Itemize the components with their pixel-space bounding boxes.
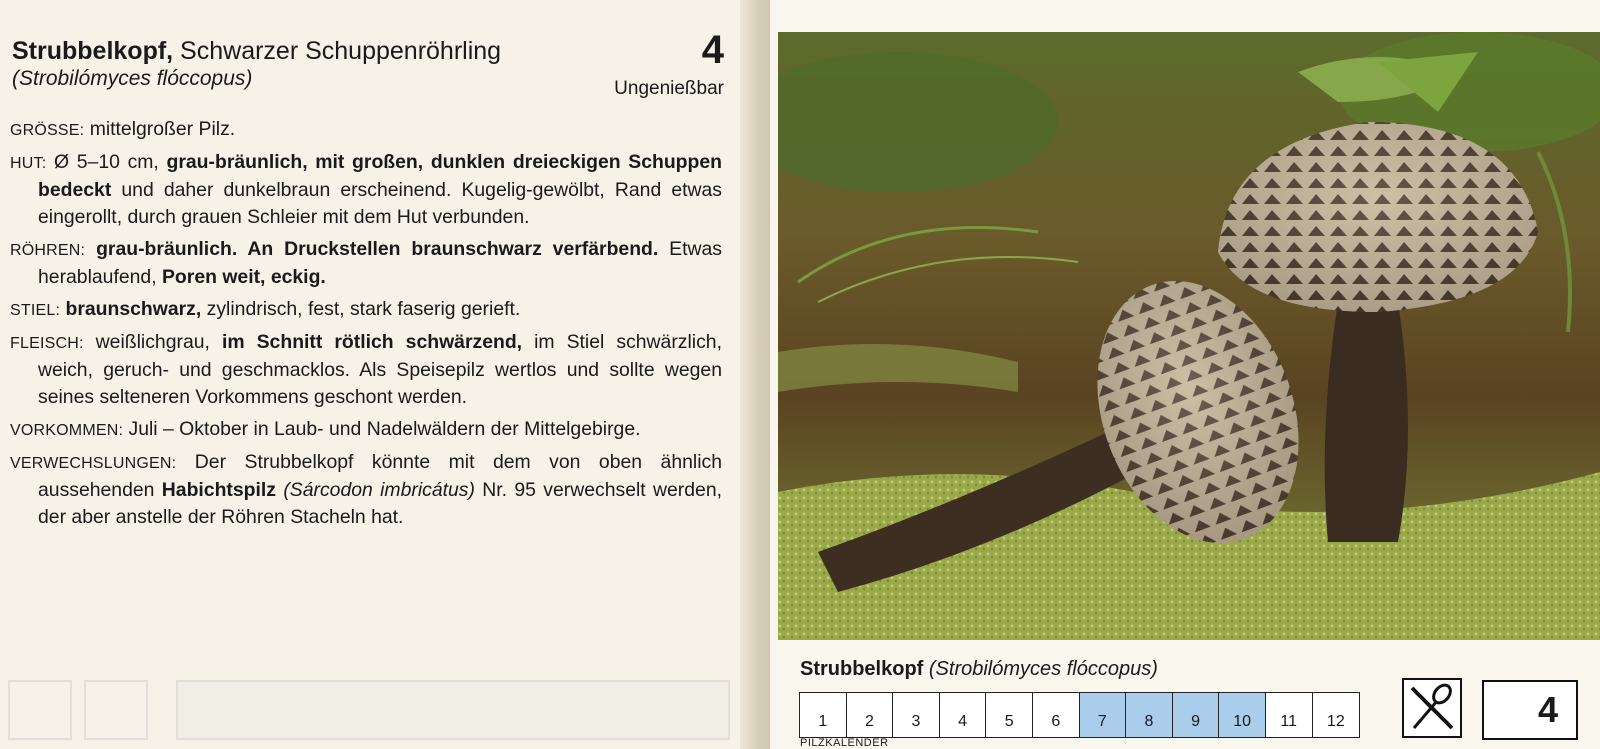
entry-stiel: [10, 296, 722, 324]
text-hut-2: und daher dunkelbraun erscheinend. Kugelig-gewölbt, Rand etwas eingerollt, durch grauen Schleier mit dem Hut verbunden.: [38, 179, 722, 228]
mushroom-calendar: [799, 692, 1360, 738]
entry-fleisch: [10, 329, 722, 411]
text-groesse: mittelgroßer Pilz.: [84, 118, 236, 140]
calendar-month-10: 10: [1219, 693, 1266, 737]
calendar-label: PILZKALENDER: [800, 737, 889, 749]
title-latin-name: (Strobilómyces flóccopus): [12, 67, 253, 90]
label-hut: HUT:: [10, 155, 47, 172]
text-stiel-bold: braunschwarz,: [60, 298, 202, 320]
crossed-spoon-icon-graphic: [1404, 680, 1460, 736]
entry-groesse: [10, 116, 722, 144]
label-roehren: RÖHREN:: [10, 242, 86, 259]
entry-hut: [10, 149, 722, 231]
entry-vorkommen: [10, 416, 722, 444]
text-verwechslungen-italic: (Sárcodon imbricátus): [276, 479, 475, 501]
calendar-month-5: 5: [986, 693, 1033, 737]
calendar-month-3: 3: [893, 693, 940, 737]
label-groesse: GRÖSSE:: [10, 122, 85, 139]
calendar-month-9: 9: [1173, 693, 1220, 737]
text-fleisch-bold: im Schnitt rötlich schwärzend,: [221, 331, 523, 353]
text-hut-bold: grau-bräunlich, mit großen, dunklen dreieckigen Schuppen bedeckt: [38, 151, 722, 201]
text-fleisch-1: weißlichgrau,: [83, 331, 222, 353]
bleed-through-shadow: [0, 640, 740, 749]
calendar-month-6: 6: [1033, 693, 1080, 737]
page-number: 4: [701, 28, 724, 72]
text-vorkommen: Juli – Oktober in Laub- und Nadelwäldern der Mittelgebirge.: [123, 418, 641, 440]
edibility-label: Ungenießbar: [614, 78, 724, 99]
bleed-calendar: [176, 680, 730, 740]
book-gutter: [740, 0, 770, 749]
title-alt-name: Schwarzer Schuppenröhrling: [173, 37, 502, 65]
text-stiel-1: zylindrisch, fest, stark faserig gerieft.: [201, 298, 521, 320]
calendar-month-2: 2: [847, 693, 894, 737]
mushroom-photo: [778, 32, 1600, 640]
entry-roehren: [10, 236, 722, 291]
mushroom-photo-illustration: [778, 32, 1600, 640]
calendar-month-11: 11: [1266, 693, 1313, 737]
text-roehren-bold-1: grau-bräunlich. An Druckstellen braunschwarz verfärbend.: [85, 238, 659, 260]
bleed-box: [8, 680, 72, 740]
description: [10, 116, 722, 536]
label-verwechslungen: VERWECHSLUNGEN:: [10, 455, 177, 472]
bleed-box: [84, 680, 148, 740]
text-fleisch-2: im Stiel schwärzlich, weich, geruch- und geschmacklos. Als Speisepilz wertlos und sollte wegen seines selteneren Vorkommens geschont werden.: [38, 331, 722, 408]
text-verwechslungen-1: Der Strubbelkopf könnte mit dem von oben ähnlich aussehenden: [38, 451, 722, 501]
calendar-month-7: 7: [1080, 693, 1127, 737]
crossed-spoon-icon: [1402, 678, 1462, 738]
text-roehren-bold-2: Poren weit, eckig.: [162, 266, 326, 288]
left-page: [0, 0, 758, 749]
entry-verwechslungen: [10, 449, 722, 531]
photo-caption: [800, 657, 1158, 681]
calendar-month-4: 4: [940, 693, 987, 737]
calendar-month-1: 1: [800, 693, 847, 737]
text-verwechslungen-bold: Habichtspilz: [161, 479, 276, 501]
caption-latin-name: (Strobilómyces flóccopus): [923, 658, 1158, 680]
right-page: [770, 0, 1600, 749]
calendar-month-8: 8: [1126, 693, 1173, 737]
caption-common-name: Strubbelkopf: [800, 658, 924, 680]
label-stiel: STIEL:: [10, 302, 61, 319]
text-roehren-1: Etwas herablaufend,: [38, 238, 722, 288]
label-fleisch: FLEISCH:: [10, 335, 84, 352]
card-number: 4: [1482, 680, 1578, 740]
calendar-month-12: 12: [1313, 693, 1360, 737]
title-common-name: Strubbelkopf,: [12, 37, 174, 65]
text-hut-1: Ø 5–10 cm,: [46, 151, 167, 173]
label-vorkommen: VORKOMMEN:: [10, 422, 124, 439]
text-verwechslungen-2: Nr. 95 verwechselt werden, der aber anstelle der Röhren Stacheln hat.: [38, 479, 722, 528]
